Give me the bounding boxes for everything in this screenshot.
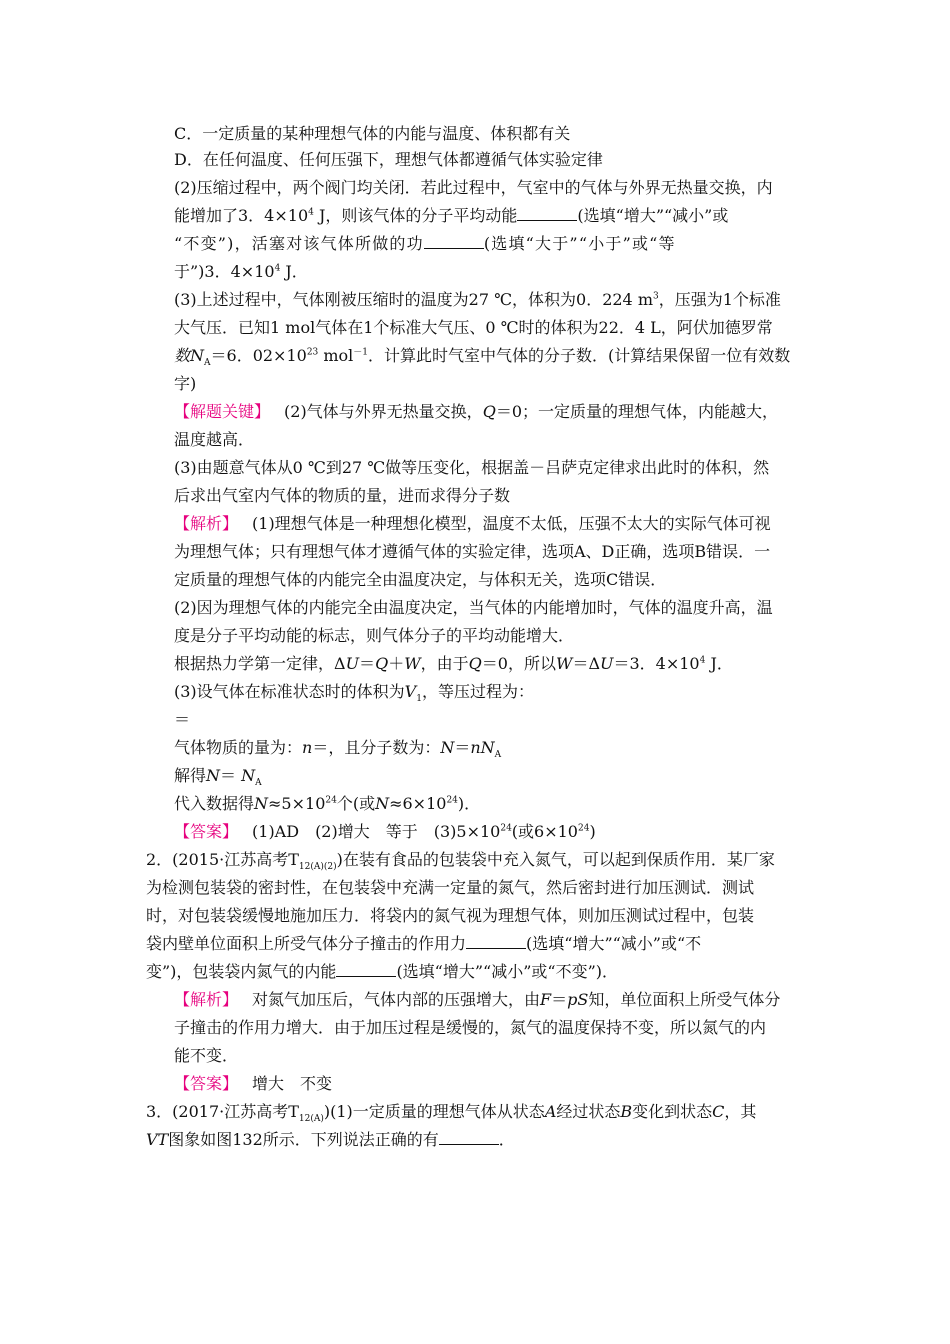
text: 对氮气加压后，气体内部的压强增大，由 [252, 990, 541, 1009]
option-d [174, 150, 603, 170]
question-2-line4 [146, 934, 701, 954]
text: 数N [174, 346, 205, 365]
text: J． [705, 654, 733, 673]
answer [174, 822, 596, 842]
text: 气体物质的量为： [174, 738, 303, 757]
analysis-line10 [174, 766, 262, 789]
key-points-line3 [174, 458, 769, 478]
text: N [241, 766, 256, 785]
text: N [206, 766, 221, 785]
question-2 [146, 850, 775, 873]
text: 增大 不变 [252, 1074, 333, 1093]
superscript: 24 [325, 795, 337, 806]
text: B [620, 1102, 633, 1121]
subscript: 12(A) [298, 1114, 324, 1125]
answer-blank [517, 206, 577, 221]
text: W [555, 654, 573, 673]
subscript: 12(A)(2) [298, 862, 337, 873]
text: 个(或 [336, 794, 376, 813]
text: U [345, 654, 360, 673]
text: ＝ [359, 654, 376, 673]
superscript: 4 [274, 263, 281, 274]
text: (选填“增大”“减小”或 [577, 206, 729, 225]
key-points [174, 402, 778, 422]
text: ≈6×10 [389, 794, 447, 813]
text: )(1)一定质量的理想气体从状态 [323, 1102, 545, 1121]
analysis-line3 [174, 570, 666, 590]
text: 子撞击的作用力增大．由于加压过程是缓慢的，氮气的温度保持不变，所以氮气的内 [174, 1018, 767, 1037]
text: ，等压过程为： [421, 682, 534, 701]
text: pS [567, 990, 589, 1009]
text: ．计算此时气室中气体的分子数．(计算结果保留一位有效数 [368, 346, 791, 365]
question-2-line3 [146, 906, 754, 926]
text: ≈5×10 [268, 794, 326, 813]
text: (2)压缩过程中，两个阀门均关闭．若此过程中，气室中的气体与外界无热量交换，内 [174, 178, 773, 197]
subscript: A [255, 778, 262, 789]
text: ＝3．4×10 [613, 654, 700, 673]
text: W [404, 654, 421, 673]
text: (1)理想气体是一种理想化模型，温度不太低，压强不太大的实际气体可视 [252, 514, 771, 533]
question-part-3-line3 [174, 346, 791, 369]
option-c [174, 124, 570, 144]
text: ＋ [388, 654, 405, 673]
analysis-line6 [174, 654, 733, 674]
superscript: 4 [308, 207, 314, 218]
text: Q [482, 402, 496, 421]
text: ＝ [454, 738, 471, 757]
text: N [375, 794, 390, 813]
text: N [254, 794, 269, 813]
text: (或6×10 [511, 822, 578, 841]
question-part-3 [174, 290, 781, 310]
text: 图象如图132所示．下列说法正确的有 [168, 1130, 439, 1149]
answer-blank [466, 934, 526, 949]
text: (3)由题意气体从0 ℃到27 ℃做等压变化，根据盖－吕萨克定律求出此时的体积，然 [174, 458, 770, 477]
text: ＝，且分子数为： [312, 738, 441, 757]
superscript: 24 [500, 823, 512, 834]
key-points-line2 [174, 430, 254, 450]
text: J． [280, 262, 308, 281]
question-3-line2 [146, 1130, 515, 1150]
text: ＝ [174, 710, 191, 729]
text: VT [146, 1130, 169, 1149]
analysis-tag: 【解析】 [174, 990, 239, 1009]
question-part-3-line2 [174, 318, 773, 338]
answer-blank [336, 962, 396, 977]
text: )． [457, 794, 481, 813]
text: nN [470, 738, 495, 757]
text: Q [375, 654, 389, 673]
superscript: 23 [306, 347, 319, 358]
answer-blank [424, 234, 484, 249]
text: 变化到状态 [632, 1102, 713, 1121]
text: ) [589, 822, 596, 841]
text: (2)因为理想气体的内能完全由温度决定，当气体的内能增加时，气体的温度升高，温 [174, 598, 773, 617]
analysis-line2 [174, 542, 770, 562]
subscript: A [494, 750, 502, 761]
subscript: 1 [416, 694, 422, 705]
text: (3)上述过程中，气体刚被压缩时的温度为27 ℃，体积为0．224 m [174, 290, 653, 309]
text: 温度越高． [174, 430, 255, 449]
text: ，其 [724, 1102, 757, 1121]
text: 度是分子平均动能的标志，则气体分子的平均动能增大． [174, 626, 575, 645]
analysis-line7 [174, 682, 534, 705]
text: J，则该气体的分子平均动能 [313, 206, 518, 225]
text: 根据热力学第一定律，Δ [174, 654, 346, 673]
text: V [404, 682, 417, 701]
text: 为理想气体；只有理想气体才遵循气体的实验定律，选项A、D正确，选项B错误．一 [174, 542, 771, 561]
text: 后求出气室内气体的物质的量，进而求得分子数 [174, 486, 511, 505]
text: (选填“增大”“减小”或“不 [526, 934, 702, 953]
text: ＝Δ [572, 654, 600, 673]
text: ＝0，所以 [481, 654, 556, 673]
question-3 [146, 1102, 757, 1125]
analysis-line4 [174, 598, 773, 618]
analysis-line5 [174, 626, 574, 646]
text: ＝0；一定质量的理想气体，内能越大， [495, 402, 778, 421]
text: (选填“增大”“减小”或“不变”)． [396, 962, 619, 981]
analysis-line11 [174, 794, 480, 814]
answer-tag: 【答案】 [174, 1074, 239, 1093]
question-part-3-line4 [174, 374, 196, 394]
text: 为检测包装袋的密封性，在包装袋中充满一定量的氮气，然后密封进行加压测试．测试 [146, 878, 755, 897]
text: n [302, 738, 313, 757]
text: (1)AD (2)增大 等于 (3)5×10 [252, 822, 501, 841]
question-part-2-line4 [174, 262, 308, 282]
text: ，压强为1个标准 [658, 290, 781, 309]
superscript: 4 [699, 655, 706, 666]
text: ． [498, 1130, 515, 1149]
q2-analysis-line2 [174, 1018, 766, 1038]
superscript: 24 [446, 795, 458, 806]
text: (2)气体与外界无热量交换， [284, 402, 483, 421]
q2-analysis [174, 990, 780, 1010]
text: mol [318, 346, 354, 365]
text: 知，单位面积上所受气体分 [588, 990, 781, 1009]
question-part-2-line3 [174, 234, 676, 254]
text: ，由于 [420, 654, 469, 673]
text: F [540, 990, 552, 1009]
text: 经过状态 [556, 1102, 621, 1121]
question-part-2 [174, 178, 773, 198]
superscript: 24 [578, 823, 590, 834]
subscript: A [204, 358, 211, 369]
superscript: 3 [653, 291, 659, 302]
text: “不变”)，活塞对该气体所做的功 [174, 234, 424, 253]
text: (选填“大于”“小于”或“等 [483, 234, 676, 253]
question-part-2-line2 [174, 206, 728, 226]
q2-analysis-line3 [174, 1046, 238, 1066]
question-2-line2 [146, 878, 754, 898]
text: ＝ [551, 990, 568, 1009]
text: 变”)，包装袋内氮气的内能 [146, 962, 337, 981]
analysis [174, 514, 771, 534]
text: 能不变． [174, 1046, 239, 1065]
text: U [600, 654, 614, 673]
question-2-line5 [146, 962, 618, 982]
analysis-tag: 【解析】 [174, 514, 239, 533]
superscript: －1 [353, 347, 369, 358]
text: ＝ [220, 766, 242, 785]
text: (3)设气体在标准状态时的体积为 [174, 682, 405, 701]
text: C [712, 1102, 725, 1121]
analysis-line9 [174, 738, 502, 761]
text: 解得 [174, 766, 207, 785]
text: 于”)3．4×10 [174, 262, 275, 281]
text: 大气压．已知1 mol气体在1个标准大气压、0 ℃时的体积为22．4 L，阿伏加德罗常 [174, 318, 773, 337]
key-points-tag: 【解题关键】 [174, 402, 271, 421]
text: 能增加了3．4×10 [174, 206, 309, 225]
q2-answer [174, 1074, 332, 1094]
text: 定质量的理想气体的内能完全由温度决定，与体积无关，选项C错误． [174, 570, 667, 589]
answer-blank [439, 1130, 499, 1145]
text: )在装有食品的包装袋中充入氮气，可以起到保质作用．某厂家 [336, 850, 775, 869]
text: C．一定质量的某种理想气体的内能与温度、体积都有关 [174, 124, 571, 143]
answer-tag: 【答案】 [174, 822, 239, 841]
analysis-line8 [174, 710, 190, 730]
text: 袋内壁单位面积上所受气体分子撞击的作用力 [146, 934, 467, 953]
text: N [440, 738, 455, 757]
text: 3．(2017·江苏高考T [146, 1102, 299, 1121]
text: 时，对包装袋缓慢地施加压力．将袋内的氮气视为理想气体，则加压测试过程中，包装 [146, 906, 755, 925]
text: 字) [174, 374, 197, 393]
text: ＝6．02×10 [210, 346, 307, 365]
text: 2．(2015·江苏高考T [146, 850, 299, 869]
text: 代入数据得 [174, 794, 255, 813]
text: D．在任何温度、任何压强下，理想气体都遵循气体实验定律 [174, 150, 603, 169]
text: A [544, 1102, 557, 1121]
key-points-line4 [174, 486, 510, 506]
text: Q [468, 654, 482, 673]
